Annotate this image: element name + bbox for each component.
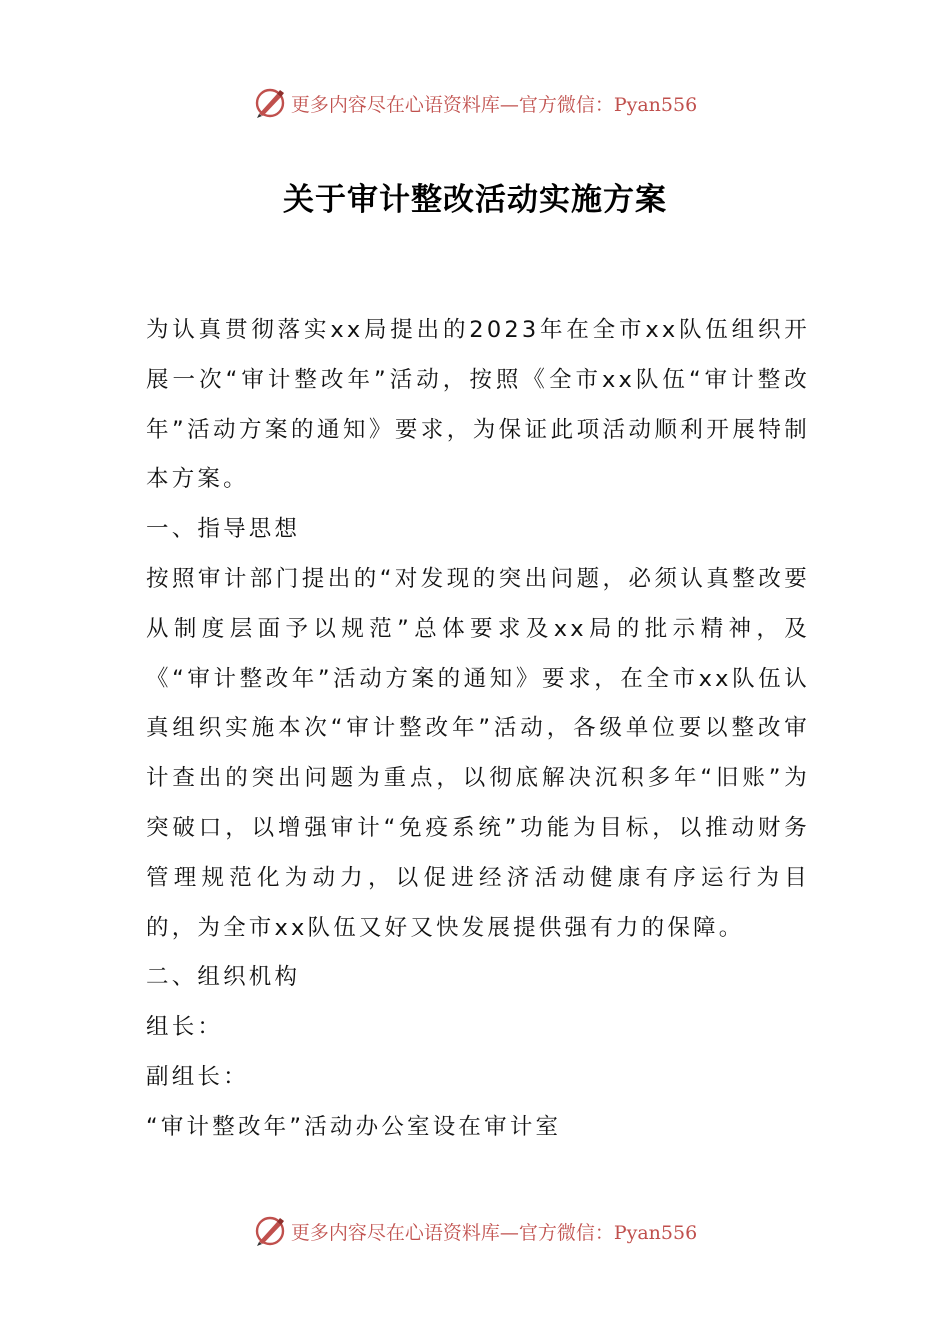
watermark-wechat-text: 官方微信：Pyan556 xyxy=(518,1221,698,1244)
watermark-brand-text: 更多内容尽在心语资料库— xyxy=(290,1221,519,1244)
watermark-brand-text: 更多内容尽在心语资料库— xyxy=(290,93,519,116)
team-leader-line: 组长： xyxy=(146,1014,224,1041)
office-location-line: “审计整改年”活动办公室设在审计室 xyxy=(146,1113,562,1140)
section-heading-guiding-thought: 一、指导思想 xyxy=(146,516,301,543)
footer-watermark xyxy=(0,1211,950,1251)
document-body xyxy=(146,306,810,1153)
document-title: 关于审计整改活动实施方案 xyxy=(283,182,667,218)
intro-paragraph: 为认真贯彻落实xx局提出的2023年在全市xx队伍组织开展一次“审计整改年”活动，按照《全市xx队伍“审计整改年”活动方案的通知》要求，为保证此项活动顺利开展特制本方案。 xyxy=(146,317,810,493)
pen-circle-logo-icon xyxy=(253,86,287,120)
header-watermark xyxy=(0,83,950,123)
guiding-thought-paragraph: 按照审计部门提出的“对发现的突出问题，必须认真整改要从制度层面予以规范”总体要求及xx局的批示精神，及《“审计整改年”活动方案的通知》要求，在全市xx队伍认真组织实施本次“审计整改年”活动，各级单位要以整改审计查出的突出问题为重点，以彻底解决沉积多年“旧账”为突破口，以增强审计“免疫系统”功能为目标，以推动财务管理规范化为动力，以促进经济活动健康有序运行为目的，为全市xx队伍又好又快发展提供强有力的保障。 xyxy=(146,565,810,941)
pen-circle-logo-icon xyxy=(253,1214,287,1248)
deputy-leader-line: 副组长： xyxy=(146,1063,249,1090)
section-heading-organization: 二、组织机构 xyxy=(146,964,301,991)
watermark-wechat-text: 官方微信：Pyan556 xyxy=(518,93,698,116)
